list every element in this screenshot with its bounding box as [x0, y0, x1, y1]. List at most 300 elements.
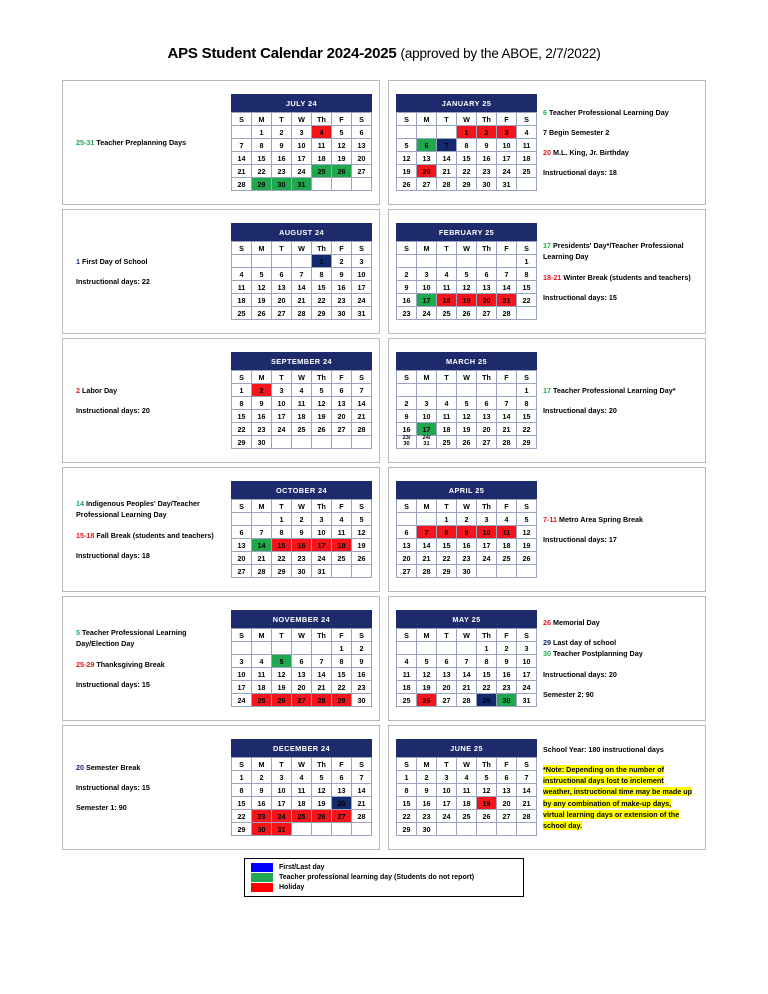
day-cell[interactable]: 1 [517, 384, 537, 397]
day-cell[interactable]: 21 [517, 797, 537, 810]
day-cell[interactable]: 20 [477, 294, 497, 307]
day-cell[interactable]: 26 [312, 423, 332, 436]
day-cell[interactable]: 23 [352, 681, 372, 694]
day-cell[interactable]: 23 [252, 810, 272, 823]
day-cell[interactable]: 30 [352, 694, 372, 707]
day-cell[interactable]: 22 [232, 423, 252, 436]
day-cell[interactable]: 9 [252, 784, 272, 797]
day-cell[interactable]: 5 [332, 126, 352, 139]
day-cell[interactable]: 11 [292, 397, 312, 410]
day-cell[interactable]: 28 [517, 810, 537, 823]
day-cell[interactable]: 27 [292, 694, 312, 707]
day-cell[interactable]: 10 [272, 784, 292, 797]
day-cell[interactable]: 31 [312, 565, 332, 578]
day-cell[interactable]: 9 [397, 410, 417, 423]
day-cell[interactable]: 9 [352, 655, 372, 668]
day-cell[interactable]: 8 [397, 784, 417, 797]
day-cell[interactable]: 9 [457, 526, 477, 539]
day-cell[interactable]: 22 [517, 423, 537, 436]
day-cell[interactable]: 23 [272, 165, 292, 178]
day-cell[interactable]: 28 [292, 307, 312, 320]
day-cell[interactable]: 16 [272, 152, 292, 165]
day-cell[interactable]: 6 [292, 655, 312, 668]
day-cell[interactable]: 8 [232, 397, 252, 410]
day-cell[interactable]: 24 [477, 552, 497, 565]
day-cell[interactable]: 29 [457, 178, 477, 191]
day-cell[interactable]: 19 [397, 165, 417, 178]
day-cell[interactable]: 3 [417, 397, 437, 410]
day-cell[interactable]: 16 [332, 281, 352, 294]
day-cell[interactable]: 22 [477, 681, 497, 694]
day-cell[interactable]: 19 [312, 410, 332, 423]
day-cell[interactable] [417, 436, 437, 449]
day-cell[interactable]: 24 [517, 681, 537, 694]
day-cell[interactable]: 8 [517, 268, 537, 281]
day-cell[interactable]: 7 [312, 655, 332, 668]
day-cell[interactable]: 26 [397, 178, 417, 191]
day-cell[interactable]: 3 [272, 771, 292, 784]
day-cell[interactable]: 14 [292, 281, 312, 294]
day-cell[interactable]: 4 [332, 513, 352, 526]
day-cell[interactable]: 4 [292, 771, 312, 784]
day-cell[interactable]: 20 [437, 681, 457, 694]
day-cell[interactable]: 12 [457, 410, 477, 423]
day-cell[interactable]: 7 [232, 139, 252, 152]
day-cell[interactable]: 1 [312, 255, 332, 268]
day-cell[interactable]: 17 [417, 294, 437, 307]
day-cell[interactable]: 22 [397, 810, 417, 823]
day-cell[interactable]: 13 [232, 539, 252, 552]
day-cell[interactable]: 28 [352, 423, 372, 436]
day-cell[interactable]: 13 [497, 784, 517, 797]
day-cell[interactable]: 27 [417, 178, 437, 191]
day-cell[interactable]: 6 [417, 139, 437, 152]
day-cell[interactable]: 2 [477, 126, 497, 139]
day-cell[interactable]: 7 [352, 384, 372, 397]
day-cell[interactable]: 13 [477, 410, 497, 423]
day-cell[interactable]: 16 [292, 539, 312, 552]
day-cell[interactable]: 6 [332, 771, 352, 784]
day-cell[interactable]: 27 [477, 436, 497, 449]
day-cell[interactable]: 27 [397, 565, 417, 578]
day-cell[interactable]: 25 [437, 436, 457, 449]
day-cell[interactable]: 5 [312, 384, 332, 397]
day-cell[interactable]: 8 [517, 397, 537, 410]
day-cell[interactable]: 29 [397, 823, 417, 836]
day-cell[interactable]: 6 [477, 397, 497, 410]
day-cell[interactable]: 29 [232, 436, 252, 449]
day-cell[interactable]: 19 [417, 681, 437, 694]
day-cell[interactable]: 31 [517, 694, 537, 707]
day-cell[interactable]: 25 [292, 423, 312, 436]
day-cell[interactable]: 19 [312, 797, 332, 810]
day-cell[interactable]: 21 [497, 423, 517, 436]
day-cell[interactable]: 10 [272, 397, 292, 410]
day-cell[interactable]: 7 [252, 526, 272, 539]
day-cell[interactable]: 30 [417, 823, 437, 836]
day-cell[interactable]: 12 [457, 281, 477, 294]
day-cell[interactable]: 3 [352, 255, 372, 268]
day-cell[interactable]: 20 [417, 165, 437, 178]
day-cell[interactable]: 8 [252, 139, 272, 152]
day-cell[interactable]: 7 [352, 771, 372, 784]
day-cell[interactable]: 28 [497, 436, 517, 449]
day-cell[interactable]: 21 [232, 165, 252, 178]
day-cell[interactable]: 23 [477, 165, 497, 178]
day-cell[interactable]: 19 [252, 294, 272, 307]
day-cell[interactable]: 31 [292, 178, 312, 191]
day-cell[interactable]: 10 [517, 655, 537, 668]
day-cell[interactable]: 16 [397, 294, 417, 307]
day-cell[interactable]: 24 [417, 307, 437, 320]
day-cell[interactable]: 14 [352, 397, 372, 410]
day-cell[interactable]: 16 [352, 668, 372, 681]
day-cell[interactable]: 16 [397, 423, 417, 436]
day-cell[interactable]: 25 [397, 694, 417, 707]
day-cell[interactable]: 23 [497, 681, 517, 694]
day-cell[interactable]: 28 [497, 307, 517, 320]
day-cell[interactable]: 7 [497, 268, 517, 281]
day-cell[interactable]: 14 [497, 410, 517, 423]
day-cell[interactable]: 29 [477, 694, 497, 707]
day-cell[interactable]: 2 [352, 642, 372, 655]
day-cell[interactable]: 15 [272, 539, 292, 552]
day-cell[interactable]: 26 [252, 307, 272, 320]
day-cell[interactable]: 28 [252, 565, 272, 578]
day-cell[interactable]: 28 [457, 694, 477, 707]
day-cell[interactable]: 3 [477, 513, 497, 526]
day-cell[interactable]: 3 [417, 268, 437, 281]
day-cell[interactable]: 7 [437, 139, 457, 152]
day-cell[interactable]: 2 [457, 513, 477, 526]
day-cell[interactable]: 18 [497, 539, 517, 552]
day-cell[interactable]: 13 [272, 281, 292, 294]
day-cell[interactable]: 11 [312, 139, 332, 152]
day-cell[interactable]: 2 [252, 384, 272, 397]
day-cell[interactable]: 1 [437, 513, 457, 526]
day-cell[interactable]: 19 [332, 152, 352, 165]
day-cell[interactable]: 14 [437, 152, 457, 165]
day-cell[interactable]: 14 [457, 668, 477, 681]
day-cell[interactable]: 1 [232, 771, 252, 784]
day-cell[interactable]: 6 [352, 126, 372, 139]
day-cell[interactable]: 22 [457, 165, 477, 178]
day-cell[interactable]: 9 [292, 526, 312, 539]
day-cell[interactable]: 18 [397, 681, 417, 694]
day-cell[interactable]: 4 [457, 771, 477, 784]
day-cell[interactable]: 26 [417, 694, 437, 707]
day-cell[interactable]: 5 [397, 139, 417, 152]
day-cell[interactable]: 8 [457, 139, 477, 152]
day-cell[interactable]: 9 [417, 784, 437, 797]
day-cell[interactable]: 26 [517, 552, 537, 565]
day-cell[interactable]: 18 [457, 797, 477, 810]
day-cell[interactable]: 12 [272, 668, 292, 681]
day-cell[interactable]: 20 [272, 294, 292, 307]
day-cell[interactable]: 20 [332, 797, 352, 810]
day-cell[interactable]: 21 [437, 165, 457, 178]
day-cell[interactable]: 2 [497, 642, 517, 655]
day-cell[interactable]: 25 [232, 307, 252, 320]
day-cell[interactable]: 27 [332, 423, 352, 436]
day-cell[interactable]: 20 [497, 797, 517, 810]
day-cell[interactable]: 8 [312, 268, 332, 281]
day-cell[interactable]: 10 [417, 281, 437, 294]
day-cell[interactable]: 9 [332, 268, 352, 281]
day-cell[interactable]: 17 [352, 281, 372, 294]
day-cell[interactable]: 27 [332, 810, 352, 823]
day-cell[interactable]: 1 [457, 126, 477, 139]
day-cell[interactable]: 13 [332, 784, 352, 797]
day-cell[interactable]: 3 [437, 771, 457, 784]
day-cell[interactable]: 22 [312, 294, 332, 307]
day-cell[interactable]: 9 [252, 397, 272, 410]
day-cell[interactable]: 29 [312, 307, 332, 320]
day-cell[interactable]: 18 [292, 797, 312, 810]
day-cell[interactable]: 7 [417, 526, 437, 539]
day-cell[interactable]: 30 [252, 823, 272, 836]
day-cell[interactable]: 9 [477, 139, 497, 152]
day-cell[interactable]: 18 [332, 539, 352, 552]
day-cell[interactable]: 6 [272, 268, 292, 281]
day-cell[interactable]: 15 [437, 539, 457, 552]
day-cell[interactable]: 16 [417, 797, 437, 810]
day-cell[interactable]: 4 [232, 268, 252, 281]
day-cell[interactable]: 10 [497, 139, 517, 152]
day-cell[interactable]: 14 [497, 281, 517, 294]
day-cell[interactable]: 10 [437, 784, 457, 797]
day-cell[interactable]: 21 [457, 681, 477, 694]
day-cell[interactable]: 11 [232, 281, 252, 294]
day-cell[interactable]: 11 [437, 410, 457, 423]
day-cell[interactable]: 16 [252, 797, 272, 810]
day-cell[interactable]: 22 [437, 552, 457, 565]
day-cell[interactable]: 24 [437, 810, 457, 823]
day-cell[interactable]: 19 [457, 423, 477, 436]
day-cell[interactable]: 6 [497, 771, 517, 784]
day-cell[interactable]: 23 [292, 552, 312, 565]
day-cell[interactable]: 31 [352, 307, 372, 320]
day-cell[interactable]: 18 [312, 152, 332, 165]
day-cell[interactable]: 10 [232, 668, 252, 681]
day-cell[interactable]: 12 [312, 784, 332, 797]
day-cell[interactable]: 4 [497, 513, 517, 526]
day-cell[interactable]: 22 [272, 552, 292, 565]
day-cell[interactable]: 28 [417, 565, 437, 578]
day-cell[interactable]: 20 [232, 552, 252, 565]
day-cell[interactable]: 3 [292, 126, 312, 139]
day-cell[interactable]: 15 [517, 281, 537, 294]
day-cell[interactable]: 11 [332, 526, 352, 539]
day-cell[interactable]: 20 [477, 423, 497, 436]
day-cell[interactable]: 5 [352, 513, 372, 526]
day-cell[interactable]: 23 [397, 307, 417, 320]
day-cell[interactable]: 16 [457, 539, 477, 552]
day-cell[interactable]: 2 [272, 126, 292, 139]
day-cell[interactable]: 29 [332, 694, 352, 707]
day-cell[interactable]: 21 [417, 552, 437, 565]
day-cell[interactable]: 30 [457, 565, 477, 578]
day-cell[interactable]: 17 [497, 152, 517, 165]
day-cell[interactable]: 17 [272, 797, 292, 810]
day-cell[interactable]: 22 [252, 165, 272, 178]
day-cell[interactable]: 25 [457, 810, 477, 823]
day-cell[interactable]: 19 [272, 681, 292, 694]
day-cell[interactable]: 9 [272, 139, 292, 152]
day-cell[interactable]: 13 [397, 539, 417, 552]
day-cell[interactable]: 1 [232, 384, 252, 397]
day-cell[interactable]: 28 [437, 178, 457, 191]
day-cell[interactable]: 14 [417, 539, 437, 552]
day-cell[interactable]: 18 [252, 681, 272, 694]
day-cell[interactable]: 28 [232, 178, 252, 191]
day-cell[interactable]: 18 [292, 410, 312, 423]
day-cell[interactable]: 18 [437, 294, 457, 307]
day-cell[interactable]: 24 [232, 694, 252, 707]
day-cell[interactable]: 26 [457, 436, 477, 449]
day-cell[interactable]: 27 [352, 165, 372, 178]
day-cell[interactable]: 13 [437, 668, 457, 681]
day-cell[interactable]: 26 [312, 810, 332, 823]
day-cell[interactable]: 6 [397, 526, 417, 539]
day-cell[interactable]: 20 [397, 552, 417, 565]
day-cell[interactable]: 9 [497, 655, 517, 668]
day-cell[interactable]: 30 [497, 694, 517, 707]
day-cell[interactable]: 7 [497, 397, 517, 410]
day-cell[interactable]: 23 [252, 423, 272, 436]
day-cell[interactable]: 20 [332, 410, 352, 423]
day-cell[interactable]: 21 [497, 294, 517, 307]
day-cell[interactable]: 18 [517, 152, 537, 165]
day-cell[interactable]: 7 [517, 771, 537, 784]
day-cell[interactable]: 24 [272, 810, 292, 823]
day-cell[interactable]: 17 [292, 152, 312, 165]
day-cell[interactable]: 9 [397, 281, 417, 294]
day-cell[interactable]: 14 [252, 539, 272, 552]
day-cell[interactable]: 23 [332, 294, 352, 307]
day-cell[interactable]: 19 [477, 797, 497, 810]
day-cell[interactable]: 25 [497, 552, 517, 565]
day-cell[interactable]: 1 [397, 771, 417, 784]
day-cell[interactable]: 27 [437, 694, 457, 707]
day-cell[interactable]: 21 [252, 552, 272, 565]
day-cell[interactable]: 17 [437, 797, 457, 810]
day-cell[interactable]: 11 [517, 139, 537, 152]
day-cell[interactable]: 25 [332, 552, 352, 565]
day-cell[interactable]: 2 [417, 771, 437, 784]
day-cell[interactable]: 14 [312, 668, 332, 681]
day-cell[interactable]: 6 [332, 384, 352, 397]
day-cell[interactable]: 6 [437, 655, 457, 668]
day-cell[interactable]: 27 [497, 810, 517, 823]
day-cell[interactable]: 15 [397, 797, 417, 810]
day-cell[interactable]: 17 [272, 410, 292, 423]
day-cell[interactable] [397, 436, 417, 449]
day-cell[interactable]: 4 [397, 655, 417, 668]
day-cell[interactable]: 30 [292, 565, 312, 578]
day-cell[interactable]: 5 [457, 268, 477, 281]
day-cell[interactable]: 5 [417, 655, 437, 668]
day-cell[interactable]: 12 [417, 668, 437, 681]
day-cell[interactable]: 4 [437, 397, 457, 410]
day-cell[interactable]: 1 [252, 126, 272, 139]
day-cell[interactable]: 12 [312, 397, 332, 410]
day-cell[interactable]: 13 [477, 281, 497, 294]
day-cell[interactable]: 29 [437, 565, 457, 578]
day-cell[interactable]: 4 [437, 268, 457, 281]
day-cell[interactable]: 16 [497, 668, 517, 681]
day-cell[interactable]: 28 [312, 694, 332, 707]
day-cell[interactable]: 15 [252, 152, 272, 165]
day-cell[interactable]: 24 [272, 423, 292, 436]
day-cell[interactable]: 8 [232, 784, 252, 797]
day-cell[interactable]: 12 [517, 526, 537, 539]
day-cell[interactable]: 3 [497, 126, 517, 139]
day-cell[interactable]: 2 [397, 268, 417, 281]
day-cell[interactable]: 17 [232, 681, 252, 694]
day-cell[interactable]: 26 [272, 694, 292, 707]
day-cell[interactable]: 25 [312, 165, 332, 178]
day-cell[interactable]: 12 [477, 784, 497, 797]
day-cell[interactable]: 3 [232, 655, 252, 668]
day-cell[interactable]: 22 [517, 294, 537, 307]
day-cell[interactable]: 4 [517, 126, 537, 139]
day-cell[interactable]: 10 [292, 139, 312, 152]
day-cell[interactable]: 15 [477, 668, 497, 681]
day-cell[interactable]: 25 [517, 165, 537, 178]
day-cell[interactable]: 24 [497, 165, 517, 178]
day-cell[interactable]: 18 [232, 294, 252, 307]
day-cell[interactable]: 23 [457, 552, 477, 565]
day-cell[interactable]: 11 [292, 784, 312, 797]
day-cell[interactable]: 13 [292, 668, 312, 681]
day-cell[interactable]: 19 [457, 294, 477, 307]
day-cell[interactable]: 30 [252, 436, 272, 449]
day-cell[interactable]: 24 [292, 165, 312, 178]
day-cell[interactable]: 21 [352, 797, 372, 810]
day-cell[interactable]: 7 [457, 655, 477, 668]
day-cell[interactable]: 21 [292, 294, 312, 307]
day-cell[interactable]: 11 [437, 281, 457, 294]
day-cell[interactable]: 4 [252, 655, 272, 668]
day-cell[interactable]: 20 [292, 681, 312, 694]
day-cell[interactable]: 15 [457, 152, 477, 165]
day-cell[interactable]: 14 [352, 784, 372, 797]
day-cell[interactable]: 29 [272, 565, 292, 578]
day-cell[interactable]: 30 [477, 178, 497, 191]
day-cell[interactable]: 14 [232, 152, 252, 165]
day-cell[interactable]: 1 [477, 642, 497, 655]
day-cell[interactable]: 8 [272, 526, 292, 539]
day-cell[interactable]: 3 [312, 513, 332, 526]
day-cell[interactable]: 7 [292, 268, 312, 281]
day-cell[interactable]: 11 [457, 784, 477, 797]
day-cell[interactable]: 17 [312, 539, 332, 552]
day-cell[interactable]: 8 [332, 655, 352, 668]
day-cell[interactable]: 25 [252, 694, 272, 707]
day-cell[interactable]: 2 [397, 397, 417, 410]
day-cell[interactable]: 2 [292, 513, 312, 526]
day-cell[interactable]: 10 [477, 526, 497, 539]
day-cell[interactable]: 26 [332, 165, 352, 178]
day-cell[interactable]: 16 [477, 152, 497, 165]
day-cell[interactable]: 26 [477, 810, 497, 823]
day-cell[interactable]: 30 [332, 307, 352, 320]
day-cell[interactable]: 1 [272, 513, 292, 526]
day-cell[interactable]: 12 [252, 281, 272, 294]
day-cell[interactable]: 19 [352, 539, 372, 552]
day-cell[interactable]: 13 [352, 139, 372, 152]
